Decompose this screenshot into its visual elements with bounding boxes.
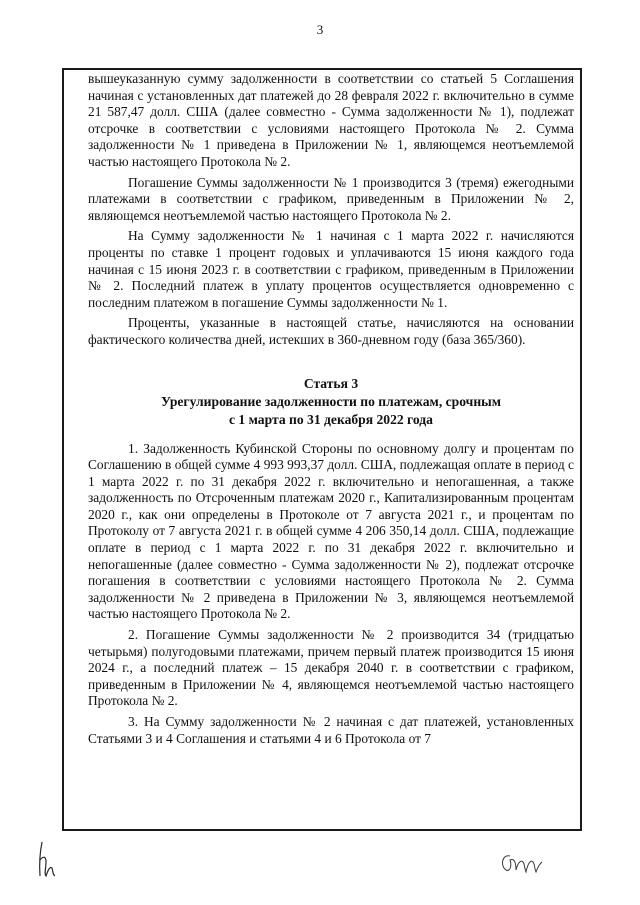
paragraph: 2. Погашение Суммы задолженности № 2 производится 34 (тридцатью четырьмя) полугодовыми платежами, причем первый платеж производится 15 июня 2024 г., а последний платеж – 15 декабря 2040 г. в соответствии с графиком, приведенным в Приложении № 4, являющемся неотъемлемой частью настоящего Протокола № 2. [88, 627, 574, 709]
paragraph: 3. На Сумму задолженности № 2 начиная с дат платежей, установленных Статьями 3 и 4 Соглашения и статьями 4 и 6 Протокола от 7 [88, 714, 574, 746]
paragraph: Погашение Суммы задолженности № 1 производится 3 (тремя) ежегодными платежами в соответствии с графиком, приведенным в Приложении № 2, являющемся неотъемлемой частью настоящего Протокола № 2. [88, 174, 574, 223]
paragraph: вышеуказанную сумму задолженности в соответствии со статьей 5 Соглашения начиная с установленных дат платежей до 28 февраля 2022 г. включительно в сумме 21 587,47 долл. США (далее совместно - Сумма задолженности № 1), подлежат отсрочке в соответствии с условиями настоящего Протокола № 2. Сумма задолженности № 1 приведена в Приложении № 1, являющемся неотъемлемой частью настоящего Протокола № 2. [88, 71, 574, 169]
article-subtitle-line-2: с 1 марта по 31 декабря 2022 года [229, 411, 433, 427]
paragraph: Проценты, указанные в настоящей статье, начисляются на основании фактического количества дней, истекших в 360-дневном году (база 365/360). [88, 315, 574, 347]
article-title: Статья 3 [303, 375, 359, 391]
page-number: 3 [316, 22, 324, 37]
paragraph: 1. Задолженность Кубинской Стороны по основному долгу и процентам по Соглашению в общей сумме 4 993 993,37 долл. США, подлежащая оплате в период с 1 марта 2022 г. по 31 декабря 2022 г. включительно и непогашенная, а также задолженность по Отсроченным платежам 2020 г., Капитализированным процентам 2020 г., как они определены в Протоколе от 7 августа 2021 г., и процентам по Протоколу от 7 августа 2021 г. в общей сумме 4 206 350,14 долл. США, подлежащие оплате в период с 1 марта 2022 г. по 31 декабря 2022 г. включительно и непогашенные (далее совместно - Сумма задолженности № 2), подлежат отсрочке погашения в соответствии с условиями настоящего Протокола № 2. Сумма задолженности № 2 приведена в Приложении № 3, являющемся неотъемлемой частью настоящего Протокола № 2. [88, 440, 574, 622]
article-heading [88, 375, 574, 429]
article-subtitle-line-1: Урегулирование задолженности по платежам, срочным [160, 393, 502, 409]
paragraph: На Сумму задолженности № 1 начиная с 1 марта 2022 г. начисляются проценты по ставке 1 процент годовых и уплачиваются 15 июня каждого года начиная с 15 июня 2023 г. в соответствии с графиком, приведенным в Приложении № 2. Последний платеж в уплату процентов осуществляется одновременно с последним платежом в погашение Суммы задолженности № 1. [88, 228, 574, 310]
handwritten-initials-right [498, 848, 544, 876]
document-body [88, 71, 574, 747]
handwritten-initials-left [34, 840, 58, 880]
